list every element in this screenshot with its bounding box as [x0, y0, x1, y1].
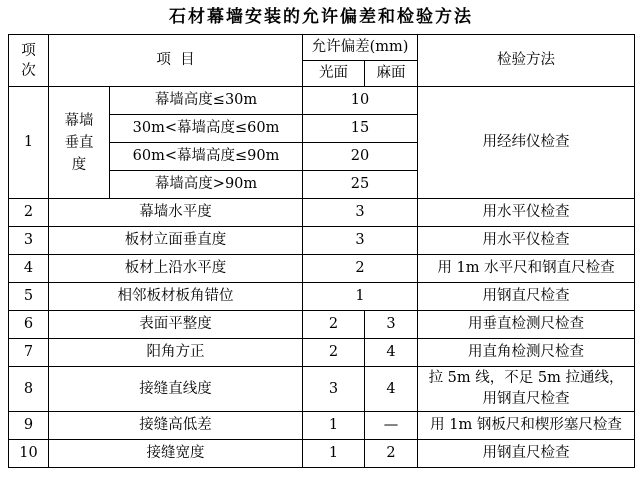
row-item: 接缝直线度 — [49, 367, 303, 412]
row-method: 用水平仪检查 — [418, 199, 635, 227]
row-item: 接缝高低差 — [49, 412, 303, 440]
row-method: 用钢直尺检查 — [418, 283, 635, 311]
row-no: 6 — [9, 311, 49, 339]
row-no: 5 — [9, 283, 49, 311]
row-method: 拉 5m 线，不足 5m 拉通线， 用钢直尺检查 — [418, 367, 635, 412]
table-row — [9, 311, 635, 339]
row-rough: 4 — [365, 367, 418, 412]
row-value: 25 — [303, 171, 418, 199]
row-item: 60m<幕墙高度≤90m — [110, 143, 303, 171]
header-row — [9, 35, 635, 61]
row-no: 2 — [9, 199, 49, 227]
row-rough: 4 — [365, 339, 418, 367]
table-row — [9, 283, 635, 311]
row-method: 用 1m 水平尺和钢直尺检查 — [418, 255, 635, 283]
row-value: 3 — [303, 227, 418, 255]
row-no: 3 — [9, 227, 49, 255]
group-label: 幕墙 垂直 度 — [49, 87, 110, 199]
row-item: 幕墙高度>90m — [110, 171, 303, 199]
row-item: 30m<幕墙高度≤60m — [110, 115, 303, 143]
row-rough: — — [365, 412, 418, 440]
table-row — [9, 440, 635, 468]
table-row — [9, 199, 635, 227]
table-row — [9, 412, 635, 440]
row-item: 相邻板材板角错位 — [49, 283, 303, 311]
row-polished: 3 — [303, 367, 365, 412]
header-polished: 光面 — [303, 61, 365, 87]
row-polished: 1 — [303, 412, 365, 440]
row-item: 幕墙水平度 — [49, 199, 303, 227]
row-item: 阳角方正 — [49, 339, 303, 367]
header-no: 项 次 — [9, 35, 49, 87]
row-no: 1 — [9, 87, 49, 199]
table-row — [9, 339, 635, 367]
row-value: 3 — [303, 199, 418, 227]
row-method: 用钢直尺检查 — [418, 440, 635, 468]
row-method: 用垂直检测尺检查 — [418, 311, 635, 339]
row-no: 7 — [9, 339, 49, 367]
row-method: 用 1m 钢板尺和楔形塞尺检查 — [418, 412, 635, 440]
page-title: 石材幕墙安装的允许偏差和检验方法 — [169, 7, 473, 27]
header-item: 项 目 — [49, 35, 303, 87]
row-no: 9 — [9, 412, 49, 440]
row-no: 8 — [9, 367, 49, 412]
header-method: 检验方法 — [418, 35, 635, 87]
row-item: 板材上沿水平度 — [49, 255, 303, 283]
row-method: 用经纬仪检查 — [418, 87, 635, 199]
row-polished: 2 — [303, 311, 365, 339]
row-value: 15 — [303, 115, 418, 143]
header-rough: 麻面 — [365, 61, 418, 87]
table-row — [9, 87, 635, 115]
row-rough: 2 — [365, 440, 418, 468]
row-item: 幕墙高度≤30m — [110, 87, 303, 115]
row-method: 用水平仪检查 — [418, 227, 635, 255]
tolerance-table — [8, 34, 635, 468]
row-method: 用直角检测尺检查 — [418, 339, 635, 367]
row-polished: 1 — [303, 440, 365, 468]
row-polished: 2 — [303, 339, 365, 367]
row-value: 10 — [303, 87, 418, 115]
row-item: 表面平整度 — [49, 311, 303, 339]
table-row — [9, 227, 635, 255]
row-rough: 3 — [365, 311, 418, 339]
row-no: 10 — [9, 440, 49, 468]
row-no: 4 — [9, 255, 49, 283]
row-item: 接缝宽度 — [49, 440, 303, 468]
row-value: 1 — [303, 283, 418, 311]
row-value: 2 — [303, 255, 418, 283]
row-item: 板材立面垂直度 — [49, 227, 303, 255]
header-tolerance: 允许偏差(mm) — [303, 35, 418, 61]
table-row — [9, 367, 635, 412]
row-value: 20 — [303, 143, 418, 171]
table-row — [9, 255, 635, 283]
